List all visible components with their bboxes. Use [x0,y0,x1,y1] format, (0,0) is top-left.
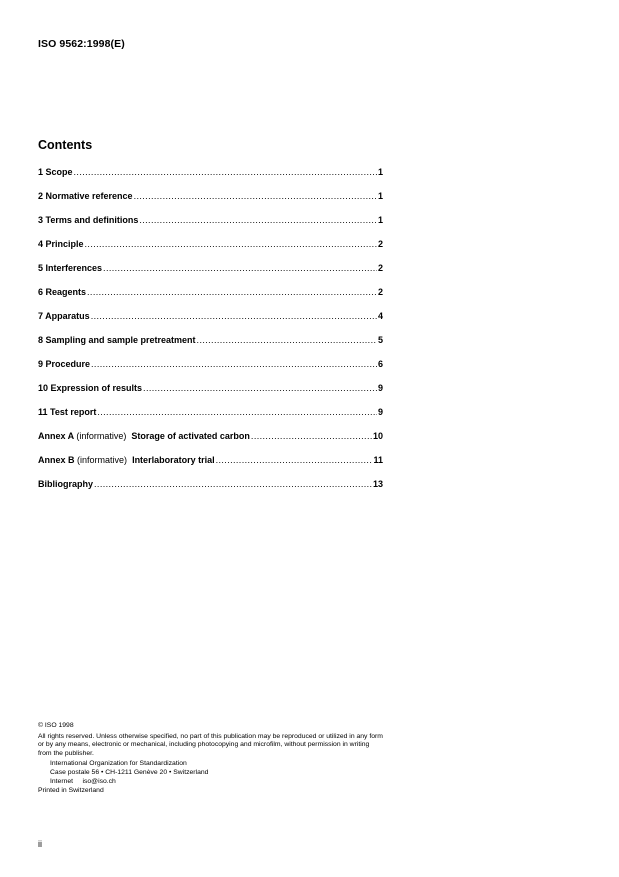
toc-entry-page: 2 [377,287,383,297]
toc-dot-leader [74,167,377,177]
toc-dot-leader [143,383,377,393]
annex-name: Interlaboratory trial [132,455,215,465]
document-header: ISO 9562:1998(E) [38,38,125,50]
toc-entry-normative-reference[interactable] [38,191,383,215]
toc-entry-title: 2 Normative reference [38,191,133,201]
toc-entry-bibliography[interactable] [38,479,383,503]
toc-entry-principle[interactable] [38,239,383,263]
toc-entry-apparatus[interactable] [38,311,383,335]
toc-entry-title: 9 Procedure [38,359,91,369]
toc-entry-procedure[interactable] [38,359,383,383]
printed-in: Printed in Switzerland [38,787,104,795]
toc-entry-page: 1 [377,167,383,177]
toc-entry-title: 10 Expression of results [38,383,143,393]
toc-entry-page: 5 [377,335,383,345]
toc-entry-test-report[interactable] [38,407,383,431]
toc-dot-leader [87,287,377,297]
annex-type: (informative) [77,455,128,465]
toc-entry-page: 9 [377,407,383,417]
toc-entry-interferences[interactable] [38,263,383,287]
toc-entry-title: 1 Scope [38,167,73,177]
table-of-contents [38,167,383,503]
rights-statement: All rights reserved. Unless otherwise specified, no part of this publication may be reproduced or utilized in any form or by any means, electronic or mechanical, including photocopying and microfilm, without permission in writing from the publisher. [38,732,383,757]
toc-dot-leader [251,431,372,441]
annex-label: Annex B [38,455,75,465]
toc-entry-title: 8 Sampling and sample pretreatment [38,335,196,345]
toc-dot-leader [91,359,377,369]
toc-entry-page: 2 [377,263,383,273]
toc-entry-page: 9 [377,383,383,393]
organization-internet: Internet iso@iso.ch [50,777,116,785]
annex-name: Storage of activated carbon [131,431,250,441]
copyright-footer [38,722,383,796]
toc-entry-title [38,455,215,465]
toc-entry-page: 1 [377,215,383,225]
toc-dot-leader [85,239,377,249]
organization-block [38,760,383,786]
annex-label: Annex A [38,431,74,441]
annex-type: (informative) [76,431,127,441]
toc-dot-leader [91,311,377,321]
toc-entry-title [38,431,250,441]
toc-entry-title: 4 Principle [38,239,84,249]
toc-entry-title: 5 Interferences [38,263,103,273]
copyright-notice: © ISO 1998 [38,722,74,729]
toc-entry-terms-and-definitions[interactable] [38,215,383,239]
organization-name: International Organization for Standardization [50,760,187,768]
toc-dot-leader [216,455,373,465]
contents-heading: Contents [38,138,93,152]
toc-entry-scope[interactable] [38,167,383,191]
toc-dot-leader [134,191,377,201]
toc-entry-page: 10 [372,431,383,441]
toc-entry-page: 1 [377,191,383,201]
toc-entry-title: 3 Terms and definitions [38,215,139,225]
toc-entry-expression-of-results[interactable] [38,383,383,407]
toc-entry-page: 2 [377,239,383,249]
toc-entry-page: 13 [372,479,383,489]
organization-address: Case postale 56 • CH-1211 Genève 20 • Switzerland [50,768,209,776]
toc-entry-title: 6 Reagents [38,287,87,297]
toc-entry-title: 11 Test report [38,407,97,417]
toc-dot-leader [97,407,377,417]
page-number: ii [38,839,42,849]
toc-dot-leader [94,479,372,489]
toc-entry-page: 4 [377,311,383,321]
toc-dot-leader [197,335,377,345]
toc-entry-page: 11 [373,455,383,465]
toc-entry-title: Bibliography [38,479,94,489]
toc-entry-annex-a[interactable] [38,431,383,455]
toc-dot-leader [103,263,377,273]
toc-entry-page: 6 [377,359,383,369]
toc-entry-reagents[interactable] [38,287,383,311]
toc-dot-leader [139,215,377,225]
toc-entry-title: 7 Apparatus [38,311,90,321]
toc-entry-sampling[interactable] [38,335,383,359]
toc-entry-annex-b[interactable] [38,455,383,479]
